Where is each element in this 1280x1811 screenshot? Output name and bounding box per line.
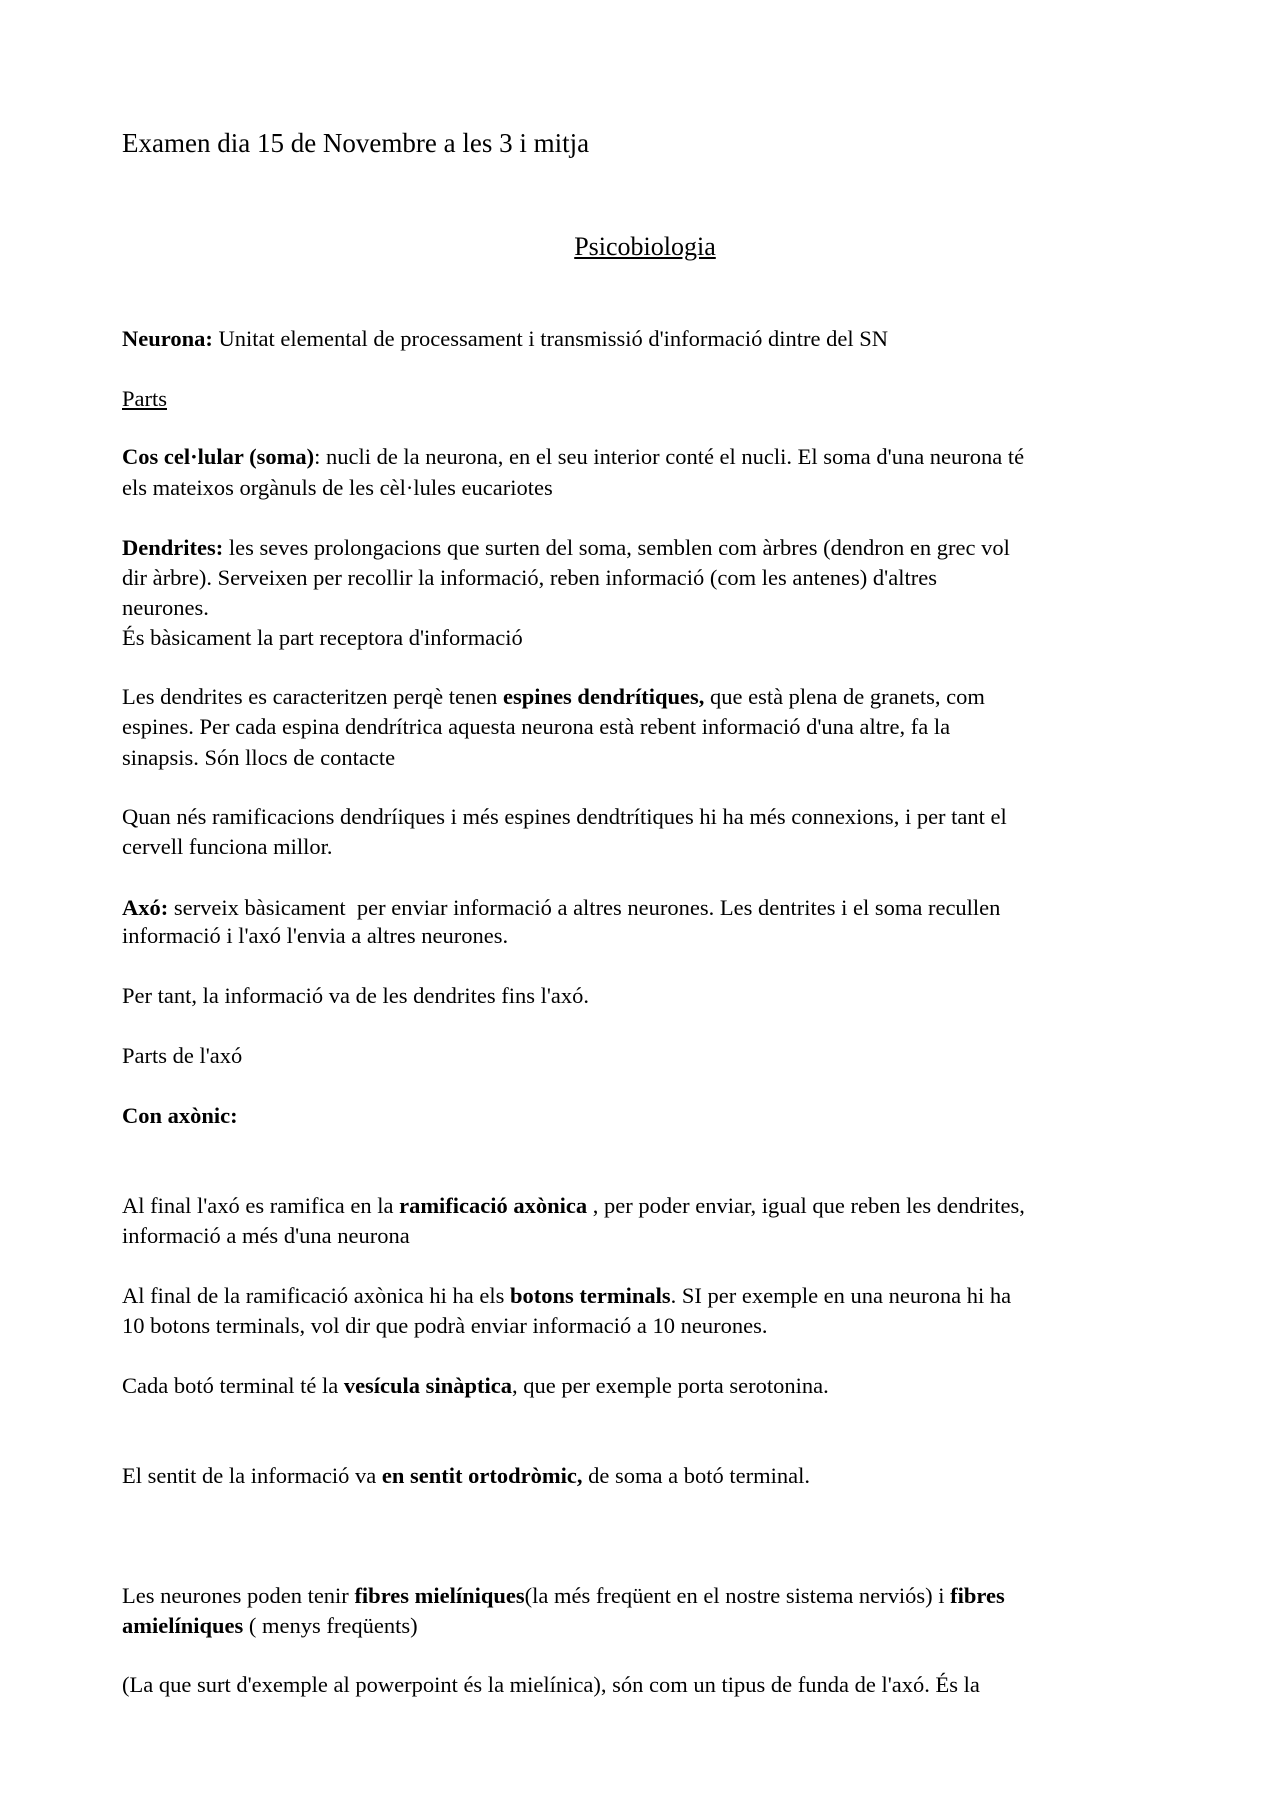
text-line	[122, 921, 508, 951]
text-line	[122, 1670, 980, 1700]
text-line	[122, 442, 1024, 472]
text-line	[122, 1101, 238, 1131]
bold-term: en sentit ortodròmic,	[381, 1463, 583, 1488]
text-line	[122, 743, 395, 773]
text-run: Unitat elemental de processament i transmissió d'informació dintre del SN	[212, 326, 888, 351]
text-run: (la més freqüent en el nostre sistema nerviós) i	[524, 1583, 951, 1608]
text-run: Per tant, la informació va de les dendrites fins l'axó.	[122, 983, 590, 1008]
text-run: Les dendrites es caracteritzen perqè tenen	[122, 684, 504, 709]
text-line	[122, 593, 209, 623]
text-line	[122, 1461, 810, 1491]
text-line	[122, 533, 1010, 563]
text-run: Les neurones poden tenir	[122, 1583, 355, 1608]
bold-term: espines dendrítiques,	[503, 684, 705, 709]
bold-term: Con axònic:	[122, 1103, 238, 1128]
text-run: Quan nés ramificacions dendríiques i més espines dendtrítiques hi ha més connexions, i per tant el	[122, 804, 1007, 829]
text-run: (La que surt d'exemple al powerpoint és la mielínica), són com un tipus de funda de l'axó. És la	[122, 1672, 980, 1697]
text-line	[122, 563, 937, 593]
text-line	[122, 1041, 242, 1071]
bold-term: vesícula sinàptica	[343, 1373, 512, 1398]
bold-term: Cos cel·lular (soma)	[122, 444, 315, 469]
text-line	[122, 1281, 1011, 1311]
text-line	[122, 1191, 1025, 1221]
text-run: informació a més d'una neurona	[122, 1223, 410, 1248]
text-line	[122, 712, 950, 742]
text-line	[122, 981, 589, 1011]
text-run: les seves prolongacions que surten del soma, semblen com àrbres (dendron en grec vol	[223, 535, 1010, 560]
text-run: : nucli de la neurona, en el seu interior conté el nucli. El soma d'una neurona té	[314, 444, 1025, 469]
bold-term: Dendrites:	[122, 535, 224, 560]
underlined-subheading: Parts	[122, 386, 167, 411]
text-line	[122, 1581, 1005, 1611]
text-line	[122, 1371, 829, 1401]
text-run: Cada botó terminal té la	[122, 1373, 344, 1398]
text-run: els mateixos orgànuls de les cèl·lules eucariotes	[122, 475, 553, 500]
text-run: cervell funciona millor.	[122, 834, 333, 859]
text-run: neurones.	[122, 595, 209, 620]
text-run: Al final de la ramificació axònica hi ha els	[122, 1283, 510, 1308]
bold-term: Neurona:	[122, 326, 213, 351]
bold-term: fibres mielíniques	[354, 1583, 525, 1608]
text-run: Parts de l'axó	[122, 1043, 243, 1068]
text-run: de soma a botó terminal.	[582, 1463, 810, 1488]
text-run: Al final l'axó es ramifica en la	[122, 1193, 400, 1218]
text-run: 10 botons terminals, vol dir que podrà enviar informació a 10 neurones.	[122, 1313, 768, 1338]
bold-term: amielíniques	[122, 1613, 244, 1638]
bold-term: botons terminals	[509, 1283, 671, 1308]
text-line	[122, 1611, 418, 1641]
text-line	[122, 893, 1000, 923]
text-run: És bàsicament la part receptora d'informació	[122, 625, 523, 650]
text-run: espines. Per cada espina dendrítrica aquesta neurona està rebent informació d'una altre, fa la	[122, 714, 951, 739]
text-run: sinapsis. Són llocs de contacte	[122, 745, 396, 770]
text-run: ( menys freqüents)	[243, 1613, 418, 1638]
text-run: informació i l'axó l'envia a altres neurones.	[122, 923, 509, 948]
text-run: , per poder enviar, igual que reben les dendrites,	[587, 1193, 1025, 1218]
text-line	[122, 473, 553, 503]
bold-term: Axó:	[122, 895, 169, 920]
text-line	[122, 802, 1007, 832]
text-line	[122, 682, 985, 712]
text-run: El sentit de la informació va	[122, 1463, 382, 1488]
text-line	[122, 623, 523, 653]
text-line	[122, 832, 333, 862]
text-line	[122, 1311, 767, 1341]
text-run: que està plena de granets, com	[704, 684, 985, 709]
text-run: . SI per exemple en una neurona hi ha	[670, 1283, 1012, 1308]
text-run: , que per exemple porta serotonina.	[511, 1373, 829, 1398]
document-title: Psicobiologia	[574, 232, 716, 261]
text-line	[122, 1221, 410, 1251]
text-run: serveix bàsicament per enviar informació a altres neurones. Les dentrites i el soma recullen	[168, 895, 1001, 920]
exam-date-heading: Examen dia 15 de Novembre a les 3 i mitja	[122, 128, 590, 158]
text-line	[122, 384, 167, 414]
bold-term: ramificació axònica	[399, 1193, 588, 1218]
text-run: dir àrbre). Serveixen per recollir la informació, reben informació (com les antenes) d'altres	[122, 565, 937, 590]
text-line	[122, 324, 888, 354]
bold-term: fibres	[950, 1583, 1005, 1608]
